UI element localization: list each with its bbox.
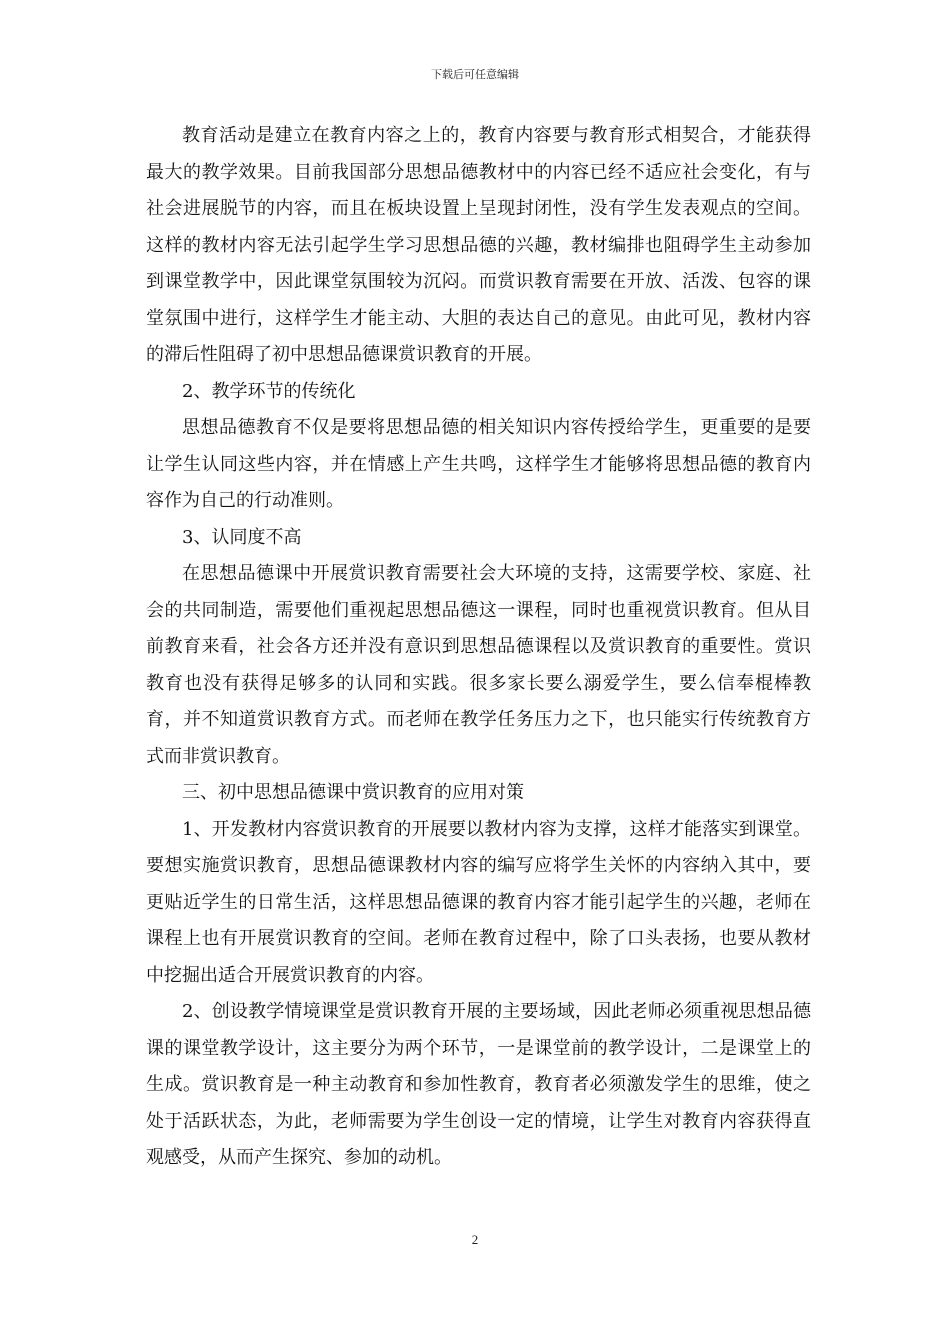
page-number: 2 <box>471 1232 479 1247</box>
section-heading: 2、教学环节的传统化 <box>182 380 356 402</box>
paragraph: 思想品德教育不仅是要将思想品德的相关知识内容传授给学生，更重要的是要让学生认同这些内容，并在情感上产生共鸣，这样学生才能够将思想品德的教育内容作为自己的行动准则。 <box>146 417 811 511</box>
paragraph: 2、创设教学情境课堂是赏识教育开展的主要场域，因此老师必须重视思想品德课的课堂教学设计，这主要分为两个环节，一是课堂前的教学设计，二是课堂上的生成。赏识教育是一种主动教育和参加性教育，教育者必须激发学生的思维，使之处于活跃状态，为此，老师需要为学生创设一定的情境，让学生对教育内容获得直观感受，从而产生探究、参加的动机。 <box>146 1001 811 1168</box>
section-heading: 3、认同度不高 <box>182 526 302 548</box>
paragraph: 1、开发教材内容赏识教育的开展要以教材内容为支撑，这样才能落实到课堂。要想实施赏识教育，思想品德课教材内容的编写应将学生关怀的内容纳入其中，要更贴近学生的日常生活，这样思想品德课的教育内容才能引起学生的兴趣，老师在课程上也有开展赏识教育的空间。老师在教育过程中，除了口头表扬，也要从教材中挖掘出适合开展赏识教育的内容。 <box>146 818 811 986</box>
section-heading: 三、初中思想品德课中赏识教育的应用对策 <box>182 782 524 803</box>
body-text <box>146 118 811 1177</box>
paragraph: 教育活动是建立在教育内容之上的，教育内容要与教育形式相契合，才能获得最大的教学效果。目前我国部分思想品德教材中的内容已经不适应社会变化，有与社会进展脱节的内容，而且在板块设置上呈现封闭性，没有学生发表观点的空间。这样的教材内容无法引起学生学习思想品德的兴趣，教材编排也阻碍学生主动参加到课堂教学中，因此课堂氛围较为沉闷。而赏识教育需要在开放、活泼、包容的课堂氛围中进行，这样学生才能主动、大胆的表达自己的意见。由此可见，教材内容的滞后性阻碍了初中思想品德课赏识教育的开展。 <box>146 125 811 365</box>
paragraph: 在思想品德课中开展赏识教育需要社会大环境的支持，这需要学校、家庭、社会的共同制造，需要他们重视起思想品德这一课程，同时也重视赏识教育。但从目前教育来看，社会各方还并没有意识到思想品德课程以及赏识教育的重要性。赏识教育也没有获得足够多的认同和实践。很多家长要么溺爱学生，要么信奉棍棒教育，并不知道赏识教育方式。而老师在教学任务压力之下，也只能实行传统教育方式而非赏识教育。 <box>146 563 811 767</box>
page-header: 下载后可任意编辑 <box>431 68 519 81</box>
